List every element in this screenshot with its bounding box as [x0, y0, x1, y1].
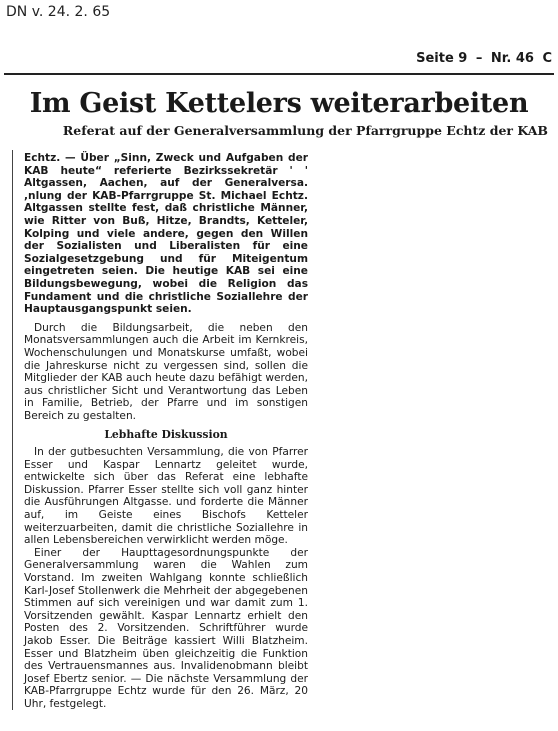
- edition-letter: C: [542, 51, 552, 66]
- handwritten-date-note: DN v. 24. 2. 65: [6, 4, 111, 20]
- article-column: [24, 152, 308, 711]
- header-rule: [4, 73, 554, 75]
- margin-mark: [12, 150, 13, 710]
- paragraph-bildungsarbeit: Durch die Bildungsarbeit, die neben den Monatsversammlungen auch die Arbeit im Kernkreis, Wochenschulungen und Monatskurse umfaßt, wobei die Jahreskurse nicht zu vergessen sind, sollen die Mitglieder der KAB auch heute dazu befähigt werden, aus christlicher Sicht und Verantwortung das Leben in Familie, Betrieb, der Pfarre und im sonstigen Bereich zu gestalten.: [24, 321, 308, 422]
- headline: Im Geist Kettelers weiterarbeiten: [29, 88, 529, 119]
- section-subhead: Lebhafte Diskussion: [104, 428, 228, 442]
- page-number: Seite 9: [416, 51, 468, 66]
- subheadline: Referat auf der Generalversammlung der Pfarrgruppe Echtz der KAB: [62, 123, 548, 138]
- paragraph-wahlen: Einer der Haupttagesordnungspunkte der Generalversammlung waren die Wahlen zum Vorstand. Im zweiten Wahlgang konnte schließlich Karl-Josef Stollenwerk die Mehrheit der abgegebenen Stimmen auf sich vereinigen und war damit zum 1. Vorsitzenden gewählt. Kaspar Lennartz erhielt den Posten des 2. Vorsitzenden. Schriftführer wurde Jakob Esser. Die Beiträge kassiert Willi Blatzheim. Esser und Blatzheim üben gleichzeitig die Funktion des Vertrauensmannes aus. Invalidenobmann bleibt Josef Ebertz senior. — Die nächste Versammlung der KAB-Pfarrgruppe Echtz wurde für den 26. März, 20 Uhr, festgelegt.: [24, 546, 308, 710]
- issue-number: Nr. 46: [490, 51, 534, 66]
- page-header: [412, 51, 552, 66]
- header-dash: –: [475, 51, 483, 66]
- paragraph-diskussion: In der gutbesuchten Versammlung, die von Pfarrer Esser und Kaspar Lennartz geleitet wurde, entwickelte sich über das Referat eine lebhafte Diskussion. Pfarrer Esser stellte sich voll ganz hinter die Ausführungen Altgasse. und forderte die Männer auf, im Geiste eines Bischofs Ketteler weiterzuarbeiten, damit die christliche Soziallehre in allen Lebensbereichen verwirklicht werden möge.: [24, 446, 308, 547]
- lead-paragraph: Echtz. — Über „Sinn, Zweck und Aufgaben der KAB heute“ referierte Bezirkssekretär ' ' Altgassen, Aachen, auf der Generalversa. ,nlung der KAB-Pfarrgruppe St. Michael Echtz. Altgassen stellte fest, daß christliche Männer, wie Ritter von Buß, Hitze, Brandts, Ketteler, Kolping und viele andere, gegen den Willen der Sozialisten und Liberalisten für eine Sozialgesetzgebung und für Miteigentum eingetreten seien. Die heutige KAB sei eine Bildungsbewegung, wobei die Religion das Fundament und die christliche Soziallehre der Hauptausgangspunkt seien.: [24, 152, 308, 316]
